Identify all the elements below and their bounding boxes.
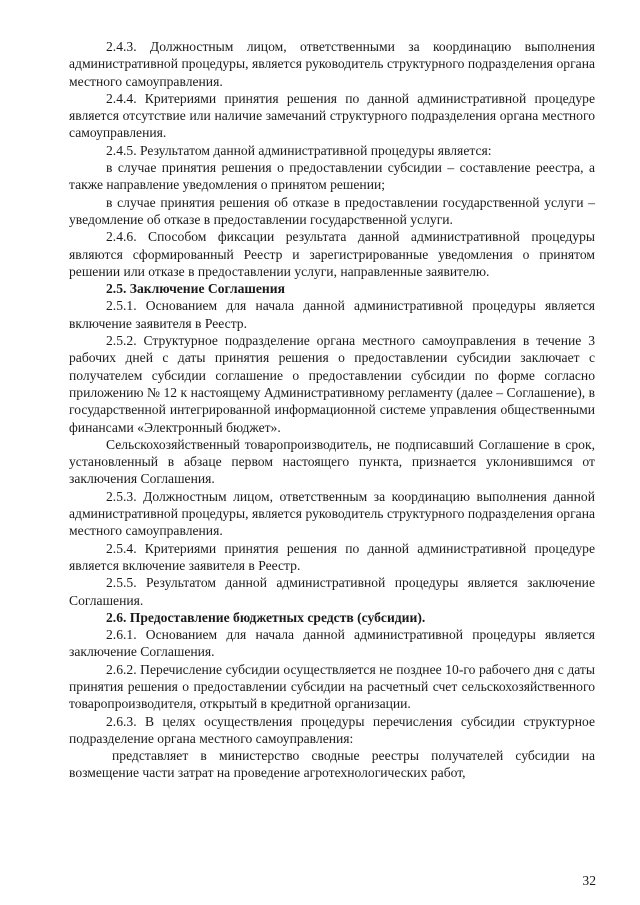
- paragraph: в случае принятия решения об отказе в предоставлении государственной услуги – уведомление об отказе в предоставлении государственной услуги.: [69, 194, 595, 227]
- paragraph: 2.6.3. В целях осуществления процедуры перечисления субсидии структурное подразделение органа местного самоуправления:: [69, 713, 595, 746]
- paragraph: 2.6.1. Основанием для начала данной административной процедуры является заключение Соглашения.: [69, 627, 595, 660]
- section-heading: 2.6. Предоставление бюджетных средств (субсидии).: [106, 609, 426, 625]
- section-heading: 2.5. Заключение Соглашения: [106, 281, 285, 297]
- paragraph: 2.5.2. Структурное подразделение органа местного самоуправления в течение 3 рабочих дней с даты принятия решения о предоставлении субсидии заключает с получателем субсидии соглашение о предоставлении субсидии по форме согласно приложению № 12 к настоящему Административному регламенту (далее – Соглашение), в государственной интегрированной информационной системе управления общественными финансами «Электронный бюджет».: [69, 333, 595, 435]
- paragraph: в случае принятия решения о предоставлении субсидии – составление реестра, а также направление уведомления о принятом решении;: [69, 160, 595, 193]
- paragraph: Сельскохозяйственный товаропроизводитель, не подписавший Соглашение в срок, установленный в абзаце первом настоящего пункта, признается уклонившимся от заключения Соглашения.: [69, 436, 595, 487]
- paragraph: представляет в министерство сводные реестры получателей субсидии на возмещение части затрат на проведение агротехнологических работ,: [69, 748, 595, 781]
- page-number: 32: [582, 873, 596, 888]
- paragraph: 2.5.4. Критериями принятия решения по данной административной процедуре является включение заявителя в Реестр.: [69, 540, 595, 573]
- paragraph: 2.4.4. Критериями принятия решения по данной административной процедуре является отсутствие или наличие замечаний структурного подразделения органа местного самоуправления.: [69, 90, 595, 141]
- paragraph: 2.5.1. Основанием для начала данной административной процедуры является включение заявителя в Реестр.: [69, 298, 595, 331]
- paragraph: 2.4.6. Способом фиксации результата данной административной процедуры являются сформированный Реестр и зарегистрированные уведомления о принятом решении или отказе в предоставлении услуги, направленные заявителю.: [69, 229, 595, 279]
- paragraph: 2.4.5. Результатом данной административной процедуры является:: [106, 142, 492, 158]
- paragraph: 2.6.2. Перечисление субсидии осуществляется не позднее 10-го рабочего дня с даты принятия решения о предоставлении субсидии на расчетный счет сельскохозяйственного товаропроизводителя, открытый в кредитной организации.: [69, 661, 595, 712]
- paragraph: 2.4.3. Должностным лицом, ответственными за координацию выполнения административной процедуры, является руководитель структурного подразделения органа местного самоуправления.: [69, 39, 595, 89]
- document-page: [69, 38, 595, 782]
- paragraph: 2.5.3. Должностным лицом, ответственным за координацию выполнения данной административной процедуры, является руководитель структурного подразделения органа местного самоуправления.: [69, 488, 595, 539]
- paragraph: 2.5.5. Результатом данной административной процедуры является заключение Соглашения.: [69, 575, 595, 608]
